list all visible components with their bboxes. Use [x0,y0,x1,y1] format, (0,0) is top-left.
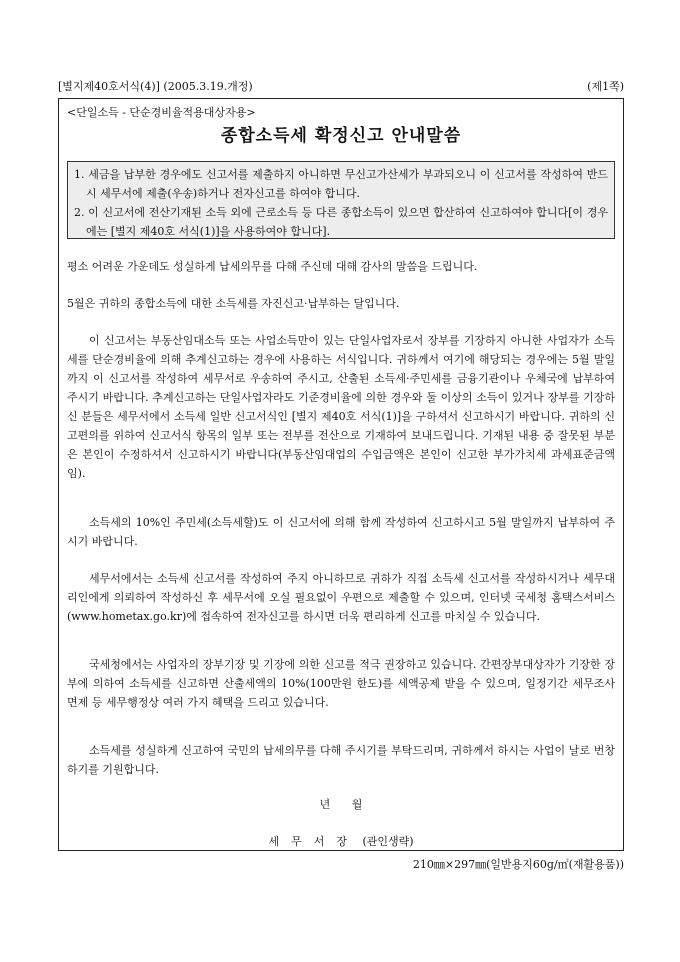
notice-box [67,161,615,239]
form-usage-paragraph: 이 신고서는 부동산임대소득 또는 사업소득만이 있는 단일사업자로서 장부를 기장하지 아니한 사업자가 소득세를 단순경비율에 의해 추계신고하는 경우에 사용하는 서식입니다. 귀하께서 여기에 해당되는 경우에는 5월 말일까지 이 신고서를 작성하여 세무서로 우송하여 주시고, 산출된 소득세·주민세를 금융기관이나 우체국에 납부하여 주시기 바랍니다. 추계신고하는 단일사업자라도 기준경비율에 의한 경우와 둘 이상의 소득이 있거나 장부를 기장하신 분들은 세무서에서 소득세 일반 신고서식인 [별지 제40호 서식(1)]을 구하셔서 신고하시기 바랍니다. 귀하의 신고편의를 위하여 신고서식 항목의 일부 또는 전부를 전산으로 기재하여 보내드립니다. 기재된 내용 중 잘못된 부분은 본인이 수정하셔서 신고하시기 바랍니다(부동산임대업의 수입금액은 본인이 신고한 부가가치세 과세표준금액임). [67,334,615,480]
signature-line [59,833,623,849]
tax-office-paragraph: 세무서에서는 소득세 신고서를 작성하여 주지 아니하므로 귀하가 직접 소득세 신고서를 작성하시거나 세무대리인에게 의뢰하여 작성하신 후 세무서에 오실 필요없이 우편으로 제출할 수 있으며, 인터넷 국세청 홈택스서비스(www.hometax.go.kr)에 접속하여 전자신고를 하시면 더욱 편리하게 신고를 마치실 수 있습니다. [67,572,615,623]
tax-office-chief: 세무서장 [268,835,359,848]
form-header [58,79,624,95]
paper-spec: 210㎜×297㎜(일반용지60g/㎡(재활용품)) [412,858,624,871]
closing-paragraph: 소득세를 성실하게 신고하여 국민의 납세의무를 다해 주시기를 부탁드리며, 귀하께서 하시는 사업이 날로 번창하기를 기원합니다. [67,744,615,776]
form-subtitle: <단일소득 - 단순경비율적용대상자용> [67,106,256,119]
greeting-paragraph: 평소 어려운 가운데도 성실하게 납세의무를 다해 주신데 대해 감사의 말씀을 드립니다. [67,260,478,273]
form-id: [별지제40호서식(4)] (2005.3.19.개정) [58,80,253,93]
local-tax-paragraph: 소득세의 10%인 주민세(소득세할)도 이 신고서에 의해 함께 작성하여 신고하시고 5월 말일까지 납부하여 주시기 바랍니다. [67,516,615,548]
nts-paragraph: 국세청에서는 사업자의 장부기장 및 기장에 의한 신고를 적극 권장하고 있습니다. 간편장부대상자가 기장한 장부에 의하여 소득세를 신고하면 산출세액의 10%(100만원 한도)를 세액공제 받을 수 있으며, 일정기간 세무조사 면제 등 세무행정상 여러 가지 혜택을 드리고 있습니다. [67,658,615,709]
document-frame [58,98,624,851]
seal-omitted: (관인생략) [362,835,414,848]
date-line: 년 월 [319,798,363,811]
page-label: (제1쪽) [587,80,624,93]
may-notice-paragraph: 5월은 귀하의 종합소득에 대한 소득세를 자진신고·납부하는 달입니다. [67,297,400,310]
notice-item-1: 1. 세금을 납부한 경우에도 신고서를 제출하지 아니하면 무신고가산세가 부과되오니 이 신고서를 작성하여 반드시 세무서에 제출(우송)하거나 전자신고를 하여야 합니다. [74,168,608,200]
document-title: 종합소득세 확정신고 안내말씀 [220,126,462,146]
notice-item-2: 2. 이 신고서에 전산기재된 소득 외에 근로소득 등 다른 종합소득이 있으면 합산하여 신고하여야 합니다[이 경우에는 [별지 제40호 서식(1)]을 사용하여야 합니다]. [74,206,608,238]
